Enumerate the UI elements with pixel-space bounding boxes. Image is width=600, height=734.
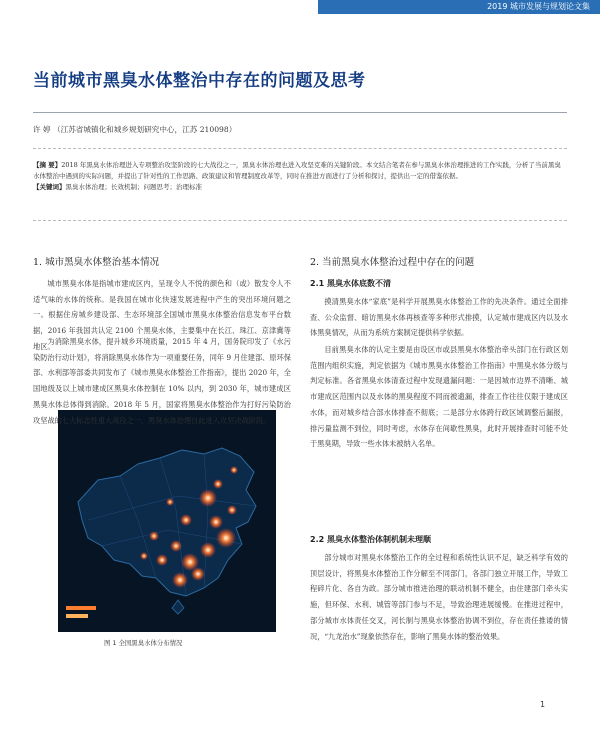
keywords-text: 黑臭水体治理；长效机制；问题思考；治理标准 xyxy=(65,183,202,191)
abstract-top-rule xyxy=(33,148,567,149)
title-divider xyxy=(33,112,567,113)
section-heading-2: 2. 当前黑臭水体整治过程中存在的问题 xyxy=(310,257,475,268)
subsection-2-2: 2.2 黑臭水体整治体制机制未理顺 xyxy=(310,535,431,544)
abstract-label: 【摘 要】 xyxy=(33,161,62,169)
journal-banner xyxy=(318,0,600,14)
right-paragraph-3: 部分城市对黑臭水体整治工作的全过程和系统性认识不足，缺乏科学有效的顶层设计，将黑臭水体整治工作分解至不同部门，各部门独立开展工作，导致工程碎片化、各自为政。部分城市推进治理的联动机制不健全，由住建部门牵头实施，但环保、水利、城管等部门参与不足，导致治理进展缓慢。在推进过程中，部分城市水体责任交叉，河长制与黑臭水体整治协调不到位，存在责任推诿的情况，“九龙治水”现象依然存在，影响了黑臭水体的整治效果。 xyxy=(310,553,568,641)
journal-title: 2019 城市发展与规划论文集 xyxy=(487,2,590,11)
abstract-block xyxy=(33,160,567,193)
china-distribution-map xyxy=(58,410,276,632)
keywords-label: 【关键词】 xyxy=(33,183,66,191)
abstract-text: 2018 年黑臭水体治理进入专项整治攻坚阶段的七大战役之一，黑臭水体治理也进入攻坚克难的关键阶段。本文结合笔者在参与黑臭水体治理推进的工作实践，分析了当前黑臭水体整治中遇到的实际问题，并提出了针对性的工作思路、政策建议和管理制度改革等，同时在推进方面进行了分析和探讨，提供出一定的借鉴依据。 xyxy=(33,161,561,180)
subsection-2-1: 2.1 黑臭水体底数不清 xyxy=(310,279,391,288)
right-paragraph-1: 摸清黑臭水体“家底”是科学开展黑臭水体整治工作的先决条件。通过全面排查、公众监督、暗访黑臭水体再核查等多种形式排摸，认定城市建成区内以及水体黑臭情况，从而为系统方案制定提供科学依据。 xyxy=(310,297,568,338)
figure-caption: 图 1 全国黑臭水体分布情况 xyxy=(104,639,183,647)
article-title: 当前城市黑臭水体整治中存在的问题及思考 xyxy=(33,71,366,91)
left-paragraph-2: 为消除黑臭水体，提升城乡环境质量，2015 年 4 月，国务院印发了《水污染防治行动计划》，将消除黑臭水体作为一项重要任务，同年 9 月住建部、原环保部、水利部等部委共同发布了《城市黑臭水体整治工作指南》，提出 2020 年，全国地级及以上城市建成区黑臭水体控制在 10% 以内，到 2030 年，城市建成区黑臭水体总体得到消除。2018 年 5 月，国家将黑臭水体整治作为打好污染防治攻坚战的七大标志性重大战役之一，黑臭水体治理自此进入攻坚决战阶段。 xyxy=(33,337,291,425)
section-heading-1: 1. 城市黑臭水体整治基本情况 xyxy=(33,257,160,268)
left-paragraph-1: 城市黑臭水体是指城市建成区内，呈现令人不悦的颜色和（或）散发令人不适气味的水体的统称。是我国在城市化快速发展进程中产生的突出环境问题之一。根据住房城乡建设部、生态环境部全国城市黑臭水体整治信息发布平台数据，2016 年我国共认定 2100 个黑臭水体，主要集中在长江、珠江、京津冀等地区。 xyxy=(33,279,291,351)
author-line: 许 婷 （江苏省城镇化和城乡规划研究中心，江苏 210098） xyxy=(33,125,237,134)
page-number: 1 xyxy=(540,700,546,709)
abstract-bottom-rule xyxy=(33,220,567,221)
right-paragraph-2: 目前黑臭水体的认定主要是由设区市或县黑臭水体整治牵头部门在行政区划范围内组织实施，判定依据为《城市黑臭水体整治工作指南》中黑臭水体分级与判定标准。各省黑臭水体清查过程中发现遗漏问题：一是因城市边界不清晰、城市建成区范围内以及水体的黑臭程度不同而被遗漏，排查工作往往仅限于建成区水体，而对城乡结合部水体排查不彻底；二是部分水体跨行政区域调整后漏报，排污量监测不到位，同时考虑，水体存在间歇性黑臭，此时开展排查时可能不处于黑臭期，导致一些水体未被纳入名单。 xyxy=(310,345,568,449)
